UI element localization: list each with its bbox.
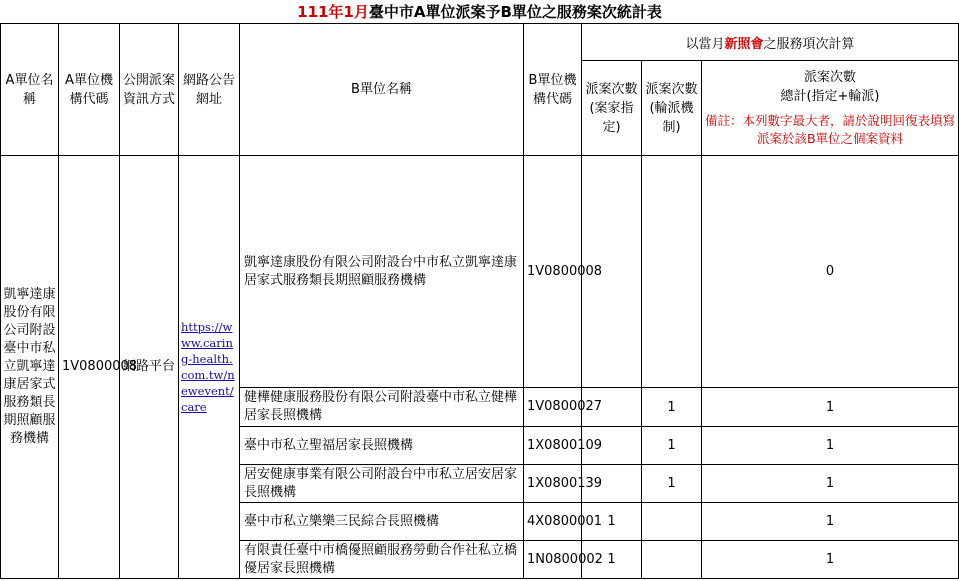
title-text: 臺中市A單位派案予B單位之服務案次統計表 — [368, 3, 662, 21]
total-count: 0 — [702, 156, 959, 388]
rotation-count: 1 — [642, 427, 702, 465]
rotation-count — [642, 503, 702, 541]
publish-method: 網路平台 — [120, 156, 179, 579]
designated-count: 1 — [582, 503, 642, 541]
b-unit-code: 1X0800109 — [524, 427, 582, 465]
header-publish-method: 公開派案資訊方式 — [120, 24, 179, 156]
b-unit-name: 凱寧達康股份有限公司附設台中市私立凱寧達康居家式服務類長期照顧服務機構 — [240, 156, 524, 388]
announcement-url-cell — [179, 156, 240, 579]
b-unit-name: 有限責任臺中市橋優照顧服務勞動合作社私立橋優居家長照機構 — [240, 541, 524, 579]
total-count: 1 — [702, 465, 959, 503]
a-unit-name: 凱寧達康股份有限公司附設臺中市私立凱寧達康居家式服務類長期照顧服務機構 — [1, 156, 59, 579]
total-count: 1 — [702, 541, 959, 579]
announcement-url-link[interactable]: https://www.caring-health.com.tw/newevent/care — [181, 320, 235, 414]
title-period: 111年1月 — [297, 3, 369, 21]
rotation-count — [642, 156, 702, 388]
a-unit-code: 1V0800008 — [59, 156, 120, 579]
b-unit-name: 臺中市私立樂樂三民綜合長照機構 — [240, 503, 524, 541]
b-unit-name: 健樺健康服務股份有限公司附設臺中市私立健樺居家長照機構 — [240, 388, 524, 427]
header-b-unit-name: B單位名稱 — [240, 24, 524, 156]
b-unit-code: 1N0800002 — [524, 541, 582, 579]
header-b-unit-code: B單位機構代碼 — [524, 24, 582, 156]
total-count: 1 — [702, 388, 959, 427]
page-title — [0, 0, 959, 24]
b-unit-code: 1V0800008 — [524, 156, 582, 388]
header-announcement-url: 網路公告網址 — [179, 24, 240, 156]
statistics-table — [0, 23, 959, 579]
b-unit-name: 居安健康事業有限公司附設台中市私立居安居家長照機構 — [240, 465, 524, 503]
total-count: 1 — [702, 503, 959, 541]
header-a-unit-code: A單位機構代碼 — [59, 24, 120, 156]
b-unit-code: 4X0800001 — [524, 503, 582, 541]
header-designated: 派案次數(案家指定) — [582, 61, 642, 156]
rotation-count — [642, 541, 702, 579]
total-count: 1 — [702, 427, 959, 465]
header-note: 備註：本列數字最大者，請於說明回復表填寫派案於該B單位之個案資料 — [704, 113, 955, 146]
header-group-highlight: 新照會 — [724, 36, 764, 52]
b-unit-code: 1V0800027 — [524, 388, 582, 427]
header-total: 派案次數 總計(指定+輪派) 備註：本列數字最大者，請於說明回復表填寫派案於該B單位之個案資料 — [702, 61, 959, 156]
header-a-unit-name: A單位名稱 — [1, 24, 59, 156]
header-group: 以當月新照會之服務項次計算 — [582, 24, 959, 61]
rotation-count: 1 — [642, 465, 702, 503]
designated-count: 1 — [582, 541, 642, 579]
header-rotation: 派案次數(輪派機制) — [642, 61, 702, 156]
b-unit-code: 1X0800139 — [524, 465, 582, 503]
rotation-count: 1 — [642, 388, 702, 427]
b-unit-name: 臺中市私立聖福居家長照機構 — [240, 427, 524, 465]
